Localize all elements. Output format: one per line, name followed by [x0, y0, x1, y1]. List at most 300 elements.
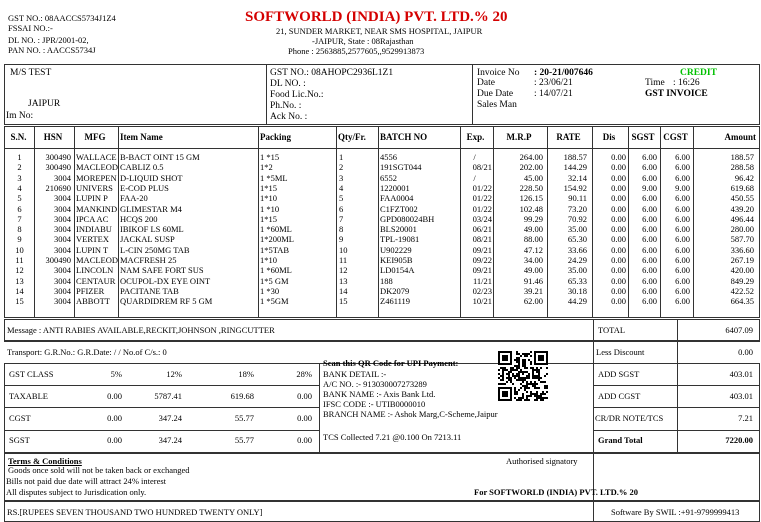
- table-row: [0, 184, 761, 193]
- cell-rate: 90.11: [568, 194, 587, 203]
- cell-cgst: 6.00: [675, 266, 690, 275]
- cell-dis: 0.00: [611, 163, 626, 172]
- transport-text: Transport: G.R.No.: G.R.Date: / / No.of C/s.: 0: [7, 347, 167, 357]
- cell-batch-no: 188: [380, 276, 393, 286]
- cell-sgst: 6.00: [642, 235, 657, 244]
- cell-amount: 664.35: [730, 297, 754, 306]
- bank-ifsc: IFSC CODE :- UTIB0000010: [323, 399, 426, 409]
- customer-dl-no: DL NO. :: [270, 79, 306, 89]
- totals-value-2: 403.01: [729, 369, 753, 379]
- column-header-exp: Exp.: [466, 133, 485, 142]
- cell-mfg: VERTEX: [76, 235, 110, 244]
- cell-dis: 0.00: [611, 256, 626, 265]
- cell-sgst: 6.00: [642, 194, 657, 203]
- column-header-hsn: HSN: [43, 133, 63, 142]
- cell-rate: 154.92: [563, 183, 587, 193]
- customer-name: M/S TEST: [10, 68, 52, 78]
- bank-detail-label: BANK DETAIL :-: [323, 369, 387, 379]
- cell-rate: 65.30: [567, 235, 587, 244]
- gst-cell: SGST: [9, 436, 30, 445]
- cell-sgst: 6.00: [642, 297, 657, 306]
- cell-exp: 01/22: [472, 183, 492, 193]
- cell-sgst: 6.00: [642, 225, 657, 234]
- cell-packing: 1 *15: [260, 153, 280, 162]
- cell-item-name: D-LIQUID SHOT: [120, 173, 183, 183]
- terms-line: Bills not paid due date will attract 24% interest: [6, 476, 167, 486]
- cell-exp: 08/21: [472, 235, 492, 244]
- cell-hsn: 300490: [45, 153, 71, 162]
- table-row: [0, 215, 761, 224]
- cell-hsn: 3004: [54, 235, 71, 244]
- cell-batch-no: TPL-19081: [380, 235, 420, 244]
- cell-item-name: GLIMESTAR M4: [120, 204, 182, 213]
- grand-total-label: Grand Total: [598, 435, 643, 445]
- cell-qty: 2: [339, 163, 344, 172]
- cell-cgst: 6.00: [675, 173, 690, 183]
- cell-cgst: 6.00: [675, 297, 690, 306]
- company-dl-no: DL NO. : JPR/2001-02,: [8, 35, 89, 45]
- cell-exp: 06/21: [472, 225, 492, 234]
- gst-cell: 0.00: [107, 414, 122, 423]
- cell-hsn: 3004: [54, 173, 71, 183]
- cell-exp: 10/21: [472, 297, 492, 306]
- cell-exp: 08/21: [472, 163, 492, 172]
- table-row: [0, 266, 761, 275]
- cell-sgst: 6.00: [642, 173, 657, 183]
- cell-batch-no: FAA0004: [380, 194, 414, 203]
- cell-amount: 280.00: [730, 225, 754, 234]
- cell-cgst: 9.00: [675, 183, 690, 193]
- cell-sn: 3: [17, 173, 22, 183]
- cell-cgst: 6.00: [675, 153, 690, 162]
- cell-hsn: 3004: [54, 204, 71, 213]
- gst-cell: 619.68: [230, 392, 254, 401]
- grand-total-value: 7220.00: [725, 435, 753, 445]
- gst-cell: 0.00: [107, 436, 122, 445]
- cell-sn: 12: [15, 266, 24, 275]
- cell-dis: 0.00: [611, 225, 626, 234]
- cell-dis: 0.00: [611, 214, 626, 224]
- gst-cell: 0.00: [297, 436, 312, 445]
- totals-value-4: 7.21: [738, 413, 753, 423]
- cell-packing: 1 *60ML: [260, 266, 292, 275]
- cell-packing: 1*15: [260, 183, 277, 193]
- cell-rate: 30.18: [567, 286, 587, 296]
- cell-mrp: 34.00: [523, 256, 543, 265]
- cell-batch-no: 4556: [380, 153, 397, 162]
- cell-dis: 0.00: [611, 153, 626, 162]
- cell-packing: 1*10: [260, 256, 277, 265]
- cell-dis: 0.00: [611, 276, 626, 286]
- cell-sn: 13: [15, 276, 24, 286]
- cell-packing: 1 *5ML: [260, 173, 288, 183]
- cell-batch-no: GPD080024BH: [380, 214, 435, 224]
- for-company: For SOFTWORLD (INDIA) PVT. LTD.% 20: [474, 487, 638, 497]
- table-row: [0, 174, 761, 183]
- cell-item-name: MACFRESH 25: [120, 256, 177, 265]
- cell-mrp: 47.12: [523, 245, 543, 255]
- upi-heading: Scan this QR Code for UPI Payment:: [323, 358, 459, 368]
- cell-sn: 1: [17, 153, 22, 162]
- cell-qty: 3: [339, 173, 344, 183]
- cell-dis: 0.00: [611, 173, 626, 183]
- cell-dis: 0.00: [611, 286, 626, 296]
- cell-rate: 188.57: [563, 153, 587, 162]
- qr-code-icon: [498, 351, 548, 401]
- cell-cgst: 6.00: [675, 194, 690, 203]
- table-row: [0, 194, 761, 203]
- cell-sgst: 6.00: [642, 204, 657, 213]
- cell-exp: 03/24: [472, 214, 492, 224]
- cell-rate: 35.00: [567, 266, 587, 275]
- cell-amount: 96.42: [734, 173, 754, 183]
- cell-amount: 439.20: [730, 204, 754, 213]
- gst-cell: 5787.41: [154, 392, 182, 401]
- cell-mfg: WALLACE: [76, 153, 117, 162]
- cell-dis: 0.00: [611, 183, 626, 193]
- cell-amount: 420.00: [730, 266, 754, 275]
- gst-header-cell: 5%: [110, 370, 122, 379]
- cell-batch-no: Z461119: [380, 297, 411, 306]
- gst-cell: 0.00: [297, 392, 312, 401]
- gst-cell: 0.00: [107, 392, 122, 401]
- gst-invoice-label: GST INVOICE: [645, 89, 708, 99]
- tcs-text: TCS Collected 7.21 @0.100 On 7213.11: [323, 432, 462, 442]
- cell-sn: 15: [15, 297, 24, 306]
- totals-value-0: 6407.09: [725, 325, 753, 335]
- cell-item-name: L-CIN 250MG TAB: [120, 245, 190, 255]
- cell-cgst: 6.00: [675, 286, 690, 296]
- customer-im-no: Im No:: [6, 111, 34, 121]
- customer-ack-no: Ack No. :: [270, 112, 308, 122]
- cell-qty: 14: [339, 286, 348, 296]
- column-header-cgst: CGST: [663, 133, 688, 142]
- cell-packing: 1 *5GM: [260, 297, 289, 306]
- cell-item-name: FAA-20: [120, 194, 148, 203]
- cell-exp: /: [473, 153, 476, 162]
- column-header-amount: Amount: [724, 133, 756, 142]
- cell-mrp: 126.15: [519, 194, 543, 203]
- cell-rate: 73.20: [567, 204, 587, 213]
- cell-rate: 33.66: [567, 245, 587, 255]
- cell-rate: 32.14: [567, 173, 587, 183]
- cell-packing: 1*10: [260, 194, 277, 203]
- cell-qty: 7: [339, 214, 344, 224]
- cell-hsn: 3004: [54, 194, 71, 203]
- cell-item-name: NAM SAFE FORT SUS: [120, 266, 204, 275]
- cell-cgst: 6.00: [675, 225, 690, 234]
- cell-exp: 01/22: [472, 194, 492, 203]
- cell-rate: 144.29: [563, 163, 587, 172]
- cell-dis: 0.00: [611, 297, 626, 306]
- date-label: Date: [477, 78, 495, 88]
- cell-qty: 11: [339, 256, 348, 265]
- column-header-mrp: M.R.P: [506, 133, 532, 142]
- gst-header-cell: 12%: [166, 370, 182, 379]
- cell-sn: 8: [17, 225, 22, 234]
- table-row: [0, 163, 761, 172]
- cell-rate: 24.29: [567, 256, 587, 265]
- cell-amount: 288.58: [730, 163, 754, 172]
- cell-batch-no: C1FZT002: [380, 204, 418, 213]
- cell-dis: 0.00: [611, 235, 626, 244]
- table-row: [0, 297, 761, 306]
- totals-label-2: ADD SGST: [598, 369, 640, 379]
- cell-packing: 1*2: [260, 163, 273, 172]
- cell-sn: 11: [15, 256, 24, 265]
- cell-hsn: 3004: [54, 225, 71, 234]
- cell-mfg: UNIVERS: [76, 183, 113, 193]
- bank-branch: BRANCH NAME :- Ashok Marg,C-Scheme,Jaipur: [323, 409, 498, 419]
- table-row: [0, 225, 761, 234]
- cell-item-name: HCQS 200: [120, 214, 158, 224]
- cell-packing: 1 *30: [260, 286, 280, 296]
- gst-cell: 0.00: [297, 414, 312, 423]
- cell-exp: 09/21: [472, 266, 492, 275]
- cell-packing: 1 *10: [260, 204, 280, 213]
- cell-amount: 336.60: [730, 245, 754, 255]
- column-header-sgst: SGST: [631, 133, 655, 142]
- cell-cgst: 6.00: [675, 163, 690, 172]
- cell-sgst: 6.00: [642, 245, 657, 255]
- cell-sn: 6: [17, 204, 22, 213]
- cell-batch-no: BLS20001: [380, 225, 417, 234]
- cell-hsn: 3004: [54, 214, 71, 224]
- cell-packing: 1*5 GM: [260, 276, 289, 286]
- cell-amount: 619.68: [730, 183, 754, 193]
- cell-mrp: 264.00: [519, 153, 543, 162]
- totals-label-0: TOTAL: [598, 325, 626, 335]
- bank-ac-no: A/C NO. :- 913030007273289: [323, 379, 427, 389]
- gst-cell: 347.24: [158, 414, 182, 423]
- company-address-2: -JAIPUR, State : 08Rajasthan: [312, 36, 414, 46]
- bank-name: BANK NAME :- Axis Bank Ltd.: [323, 389, 436, 399]
- totals-value-1: 0.00: [738, 347, 753, 357]
- invoice-no: : 20-21/007646: [534, 68, 593, 78]
- cell-dis: 0.00: [611, 266, 626, 275]
- cell-qty: 8: [339, 225, 344, 234]
- cell-hsn: 300490: [45, 163, 71, 172]
- cell-sn: 4: [17, 183, 22, 193]
- cell-hsn: 3004: [54, 286, 71, 296]
- cell-amount: 587.70: [730, 235, 754, 244]
- cell-packing: 1*15: [260, 214, 277, 224]
- cell-sgst: 6.00: [642, 276, 657, 286]
- cell-exp: 09/21: [472, 245, 492, 255]
- cell-item-name: JACKAL SUSP: [120, 235, 175, 244]
- cell-sgst: 6.00: [642, 214, 657, 224]
- cell-rate: 70.92: [567, 214, 587, 224]
- cell-amount: 188.57: [730, 153, 754, 162]
- invoice-no-label: Invoice No: [477, 68, 520, 78]
- terms-heading: Terms & Conditions: [8, 456, 82, 466]
- table-row: [0, 205, 761, 214]
- gst-cell: 347.24: [158, 436, 182, 445]
- cell-qty: 1: [339, 153, 344, 162]
- cell-packing: 1*5TAB: [260, 245, 290, 255]
- cell-batch-no: U902229: [380, 245, 412, 255]
- cell-mrp: 102.48: [519, 204, 543, 213]
- cell-hsn: 3004: [54, 297, 71, 306]
- cell-qty: 12: [339, 266, 348, 275]
- gst-cell: 55.77: [234, 414, 254, 423]
- cell-exp: 01/22: [472, 204, 492, 213]
- cell-batch-no: 191SGT044: [380, 163, 422, 172]
- software-by: Software By SWIL :+91-9799999413: [611, 507, 740, 517]
- column-header-packing: Packing: [260, 133, 292, 142]
- cell-exp: 09/22: [472, 256, 492, 265]
- invoice-date: : 23/06/21: [534, 78, 573, 88]
- cell-sgst: 6.00: [642, 256, 657, 265]
- cell-mfg: MANKIND: [76, 204, 118, 213]
- cell-mfg: PFIZER: [76, 286, 105, 296]
- table-row: [0, 153, 761, 162]
- cell-item-name: E-COD PLUS: [120, 183, 169, 193]
- cell-qty: 15: [339, 297, 348, 306]
- cell-amount: 849.29: [730, 276, 754, 286]
- table-row: [0, 246, 761, 255]
- cell-hsn: 300490: [45, 256, 71, 265]
- cell-mrp: 62.00: [523, 297, 543, 306]
- column-header-qty: Qty/Fr.: [338, 133, 366, 142]
- column-header-sn: S.N.: [10, 133, 27, 142]
- cell-hsn: 210690: [45, 183, 71, 193]
- table-row: [0, 256, 761, 265]
- gst-header-cell: 18%: [238, 370, 254, 379]
- cell-qty: 9: [339, 235, 344, 244]
- cell-sgst: 6.00: [642, 163, 657, 172]
- customer-city: JAIPUR: [28, 99, 61, 109]
- cell-amount: 496.44: [730, 214, 754, 224]
- cell-cgst: 6.00: [675, 245, 690, 255]
- terms-line: All disputes subject to Jurisdication only.: [6, 487, 147, 497]
- cell-mrp: 202.00: [519, 163, 543, 172]
- cell-batch-no: 1220001: [380, 183, 410, 193]
- terms-line: Goods once sold will not be taken back or exchanged: [8, 465, 190, 475]
- cell-mfg: MOREPEN: [76, 173, 117, 183]
- column-header-rate: RATE: [556, 133, 581, 142]
- time-label: Time: [645, 78, 665, 88]
- credit-badge: CREDIT: [680, 68, 717, 78]
- totals-value-3: 403.01: [729, 391, 753, 401]
- cell-rate: 35.00: [567, 225, 587, 234]
- cell-mfg: IPCA AC: [76, 214, 109, 224]
- cell-mfg: MACLEOD: [76, 163, 118, 172]
- cell-qty: 6: [339, 204, 344, 213]
- cell-exp: /: [473, 173, 476, 183]
- cell-sn: 14: [15, 286, 24, 296]
- cell-item-name: CABLIZ 0.5: [120, 163, 164, 172]
- cell-mfg: MACLEOD: [76, 256, 118, 265]
- cell-qty: 5: [339, 194, 344, 203]
- totals-label-1: Less Discount: [596, 347, 645, 357]
- cell-sgst: 6.00: [642, 153, 657, 162]
- gst-cell: CGST: [9, 414, 31, 423]
- cell-rate: 44.29: [567, 297, 587, 306]
- cell-amount: 267.19: [730, 256, 754, 265]
- cell-sgst: 6.00: [642, 266, 657, 275]
- gst-header-cell: GST CLASS: [9, 370, 54, 379]
- cell-mfg: LINCOLN: [76, 266, 114, 275]
- cell-mrp: 99.29: [523, 214, 543, 224]
- cell-item-name: QUARDIDREM RF 5 GM: [120, 297, 213, 306]
- cell-dis: 0.00: [611, 204, 626, 213]
- cell-hsn: 3004: [54, 266, 71, 275]
- cell-batch-no: LD0154A: [380, 266, 415, 275]
- cell-packing: 1*200ML: [260, 235, 294, 244]
- cell-sn: 5: [17, 194, 22, 203]
- cell-amount: 450.55: [730, 194, 754, 203]
- invoice-time: : 16:26: [673, 78, 700, 88]
- amount-in-words: RS.[RUPEES SEVEN THOUSAND TWO HUNDRED TWENTY ONLY]: [7, 507, 263, 517]
- column-header-dis: Dis: [602, 133, 616, 142]
- cell-dis: 0.00: [611, 245, 626, 255]
- cell-mrp: 39.21: [523, 286, 543, 296]
- cell-cgst: 6.00: [675, 276, 690, 286]
- cell-qty: 4: [339, 183, 344, 193]
- cell-mfg: LUPIN T: [76, 245, 109, 255]
- customer-food-lic: Food Lic.No.:: [270, 90, 324, 100]
- cell-rate: 65.33: [567, 276, 587, 286]
- cell-sgst: 9.00: [642, 183, 657, 193]
- totals-label-4: CR/DR NOTE/TCS: [595, 413, 664, 423]
- customer-ph-no: Ph.No. :: [270, 101, 302, 111]
- table-row: [0, 287, 761, 296]
- company-fssai-no: FSSAI NO.:-: [8, 23, 53, 33]
- cell-qty: 13: [339, 276, 348, 286]
- cell-mrp: 49.00: [523, 266, 543, 275]
- company-phone: Phone : 2563885,2577605,,9529913873: [288, 46, 425, 56]
- cell-item-name: OCUPOL-DX EYE OINT: [120, 276, 211, 286]
- cell-item-name: B-BACT OINT 15 GM: [120, 153, 200, 162]
- due-date-label: Due Date: [477, 89, 514, 99]
- cell-mfg: CENTAUR: [76, 276, 116, 286]
- gst-header-cell: 28%: [296, 370, 312, 379]
- cell-exp: 11/21: [472, 276, 492, 286]
- customer-gst-no: GST NO.: 08AHOPC2936L1Z1: [270, 68, 394, 78]
- cell-sn: 7: [17, 214, 22, 224]
- cell-mrp: 228.50: [519, 183, 543, 193]
- cell-mfg: ABBOTT: [76, 297, 110, 306]
- cell-sn: 2: [17, 163, 22, 172]
- cell-qty: 10: [339, 245, 348, 255]
- cell-hsn: 3004: [54, 245, 71, 255]
- column-header-mfg: MFG: [84, 133, 106, 142]
- column-header-item-name: Item Name: [120, 133, 163, 142]
- company-name: SOFTWORLD (INDIA) PVT. LTD.% 20: [245, 9, 508, 25]
- message-text: Message : ANTI RABIES AVAILABLE,RECKIT,JOHNSON ,RINGCUTTER: [7, 325, 275, 335]
- cell-exp: 02/23: [472, 286, 492, 296]
- sales-man-label: Sales Man: [477, 100, 517, 110]
- gst-cell: 55.77: [234, 436, 254, 445]
- cell-batch-no: 6552: [380, 173, 397, 183]
- cell-mfg: INDIABU: [76, 225, 112, 234]
- table-row: [0, 277, 761, 286]
- gst-cell: TAXABLE: [9, 392, 48, 401]
- cell-mrp: 49.00: [523, 225, 543, 234]
- totals-label-3: ADD CGST: [598, 391, 641, 401]
- cell-sn: 10: [15, 245, 24, 255]
- company-address-1: 21, SUNDER MARKET, NEAR SMS HOSPITAL, JAIPUR: [276, 26, 483, 36]
- cell-item-name: IBIKOF LS 60ML: [120, 225, 184, 234]
- company-pan-no: PAN NO. : AACCS5734J: [8, 45, 96, 55]
- cell-dis: 0.00: [611, 194, 626, 203]
- cell-mrp: 88.00: [523, 235, 543, 244]
- cell-sn: 9: [17, 235, 22, 244]
- cell-mrp: 45.00: [523, 173, 543, 183]
- table-row: [0, 235, 761, 244]
- company-gst-no: GST NO.: 08AACCS5734J1Z4: [8, 13, 116, 23]
